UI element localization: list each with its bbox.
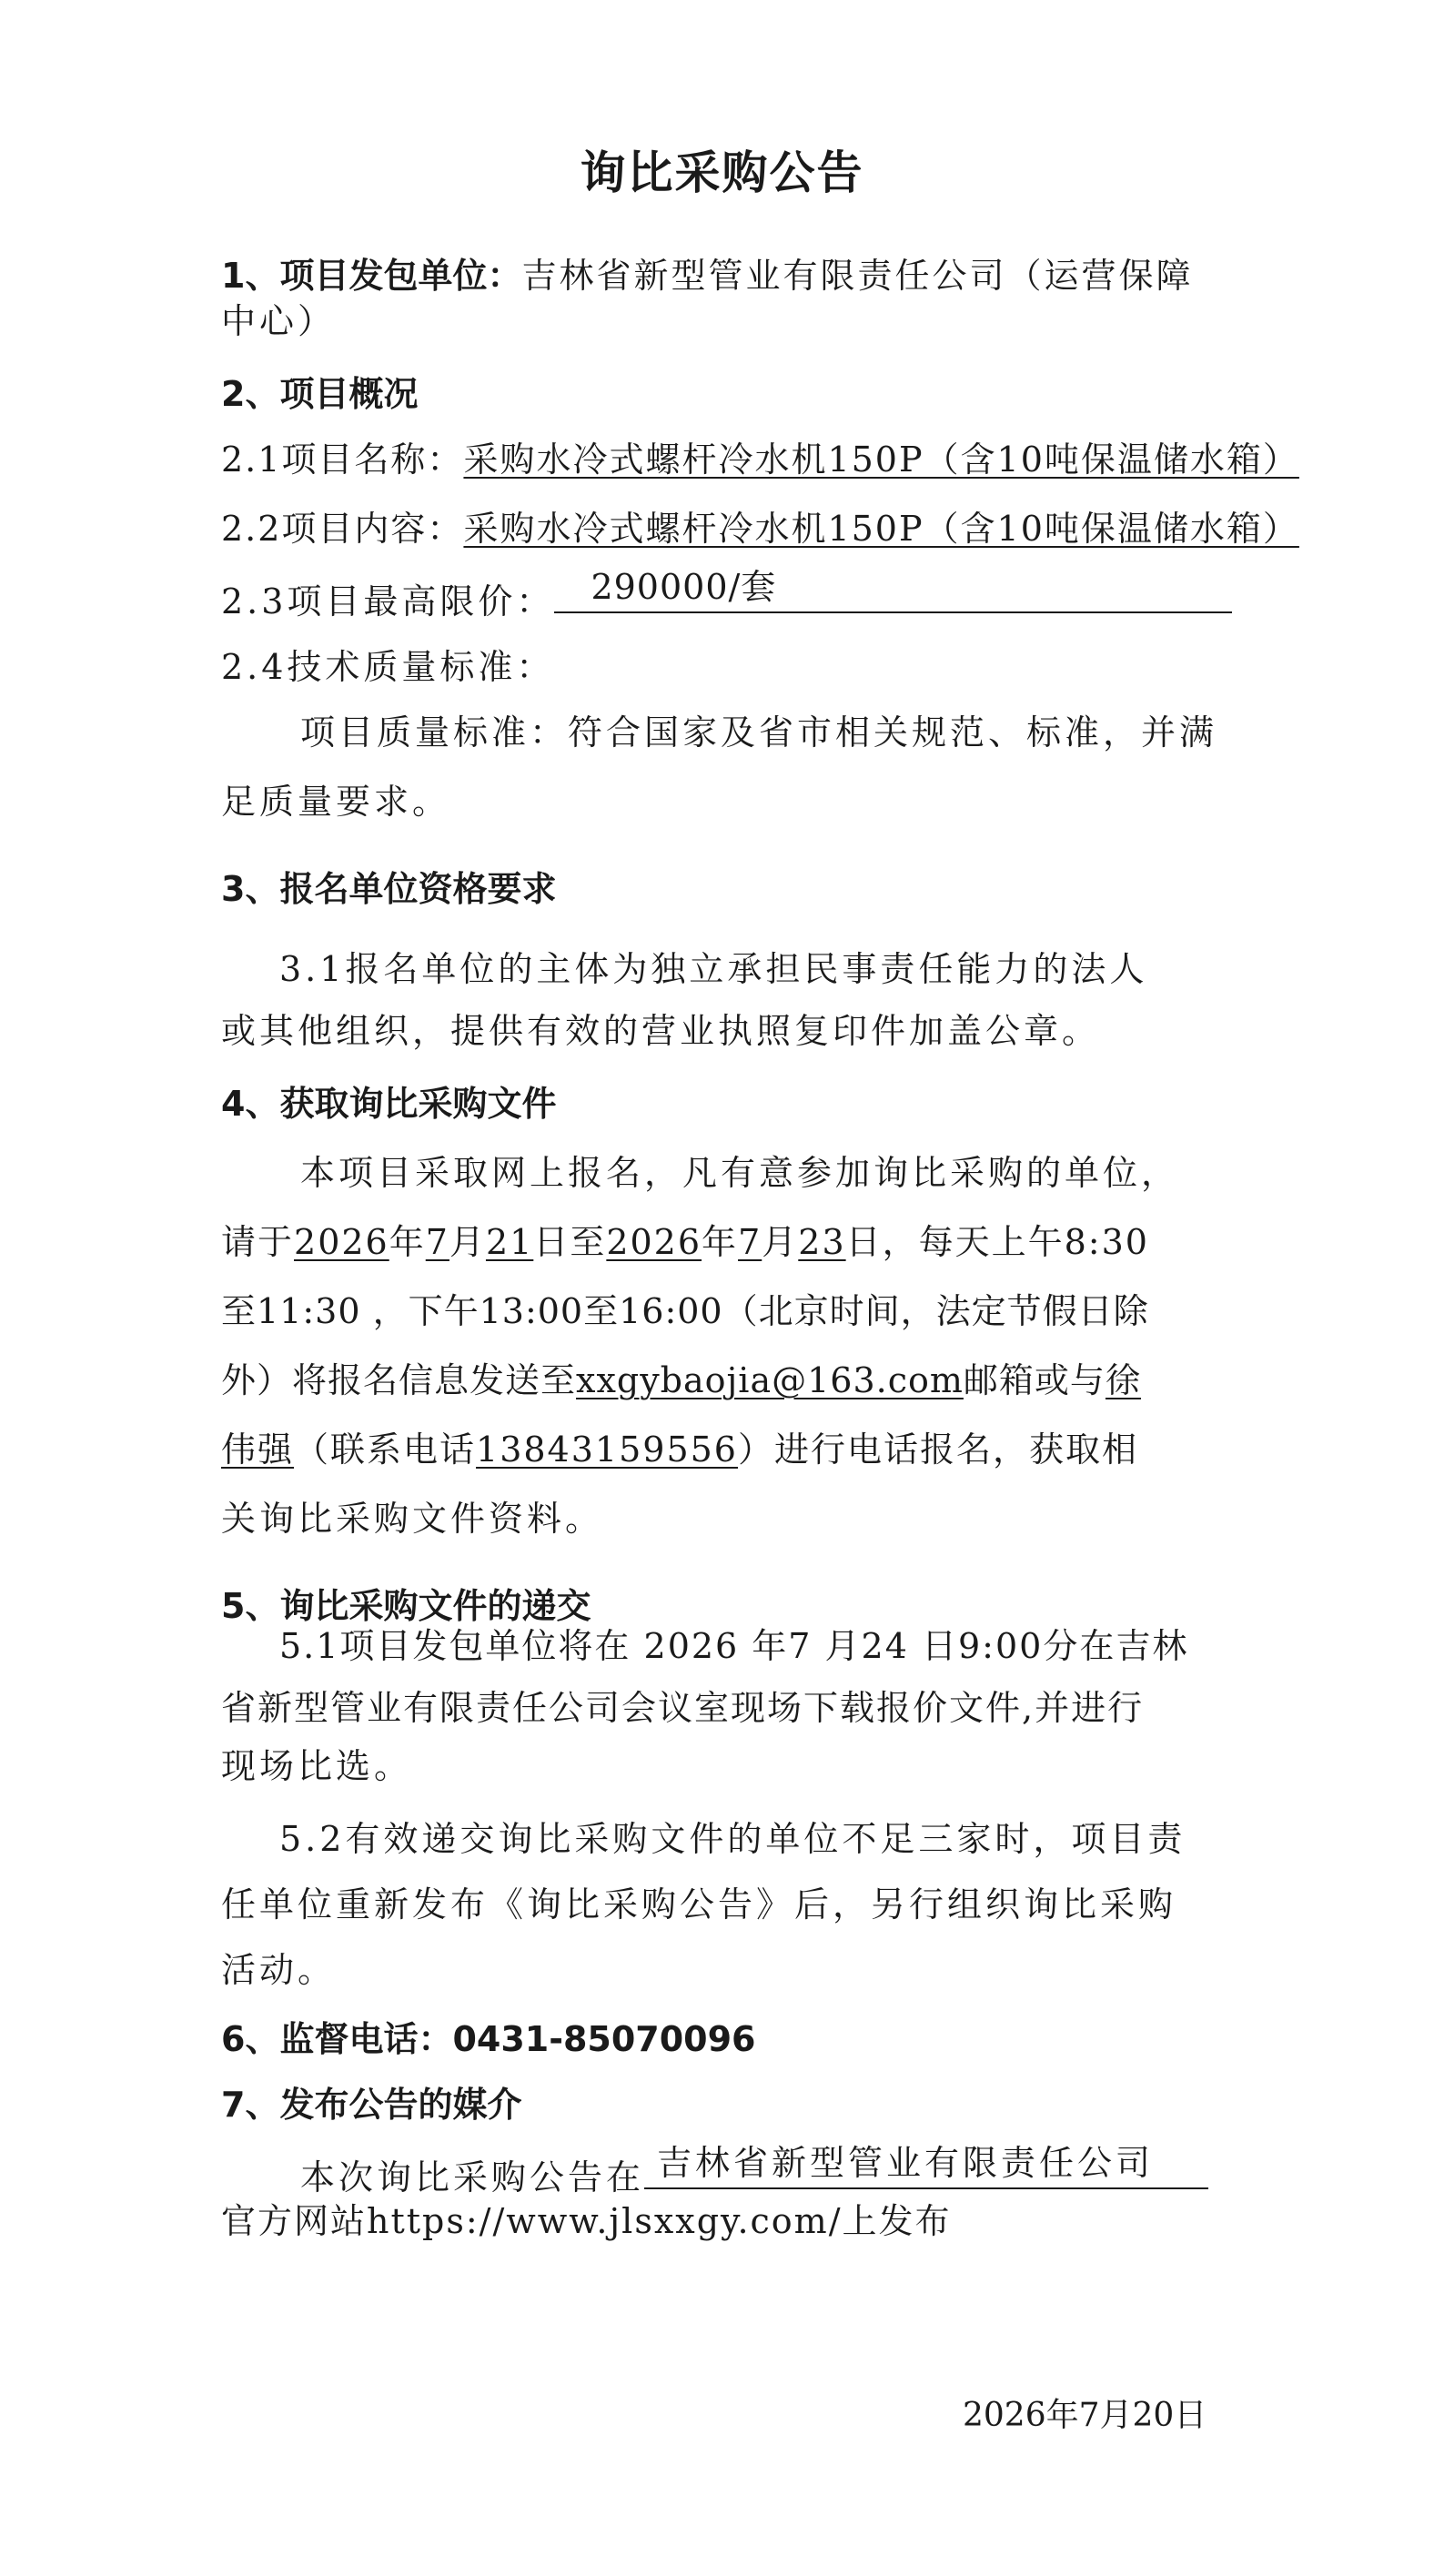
submission-p1-line-2: 省新型管业有限责任公司会议室现场下载报价文件,并进行 xyxy=(221,1688,1145,1728)
section-2-heading: 2、项目概况 xyxy=(221,374,419,414)
qualification-line-1: 3.1报名单位的主体为独立承担民事责任能力的法人 xyxy=(279,949,1148,989)
max-price-row xyxy=(221,567,1240,624)
media-line-1 xyxy=(300,2143,1319,2200)
text-publish-on: 本次询比采购公告在 xyxy=(300,2157,645,2197)
start-year: 2026 xyxy=(294,1222,389,1262)
submission-p1-line-3: 现场比选。 xyxy=(221,1746,413,1786)
project-content-value: 采购水冷式螺杆冷水机150P（含10吨保温储水箱） xyxy=(463,509,1299,549)
max-price-blank xyxy=(554,567,1232,613)
text-month: 月 xyxy=(449,1222,486,1262)
issuer-value-cont: 中心） xyxy=(221,301,337,341)
text-phone-label: （联系电话 xyxy=(294,1429,477,1470)
section-5-heading: 5、询比采购文件的递交 xyxy=(221,1586,591,1626)
text-daily-time: 日，每天上午8:30 xyxy=(845,1222,1149,1262)
text-send-to: 外）将报名信息发送至 xyxy=(221,1360,577,1400)
obtain-line-3: 至11:30 ，下午13:00至16:00（北京时间，法定节假日除 xyxy=(221,1291,1149,1331)
contact-name-rest: 伟强 xyxy=(221,1429,295,1470)
page-title: 询比采购公告 xyxy=(580,146,864,199)
project-name-row xyxy=(221,437,1299,482)
issuer-label: 1、项目发包单位： xyxy=(221,256,522,296)
end-day: 23 xyxy=(798,1222,846,1262)
submission-p1-line-1: 5.1项目发包单位将在 2026 年7 月24 日9:00分在吉林 xyxy=(279,1626,1189,1666)
max-price-label: 2.3项目最高限价： xyxy=(221,581,555,621)
quality-standard-line-2: 足质量要求。 xyxy=(221,782,451,822)
text-phone-register: ）进行电话报名，获取相 xyxy=(737,1429,1138,1470)
issuer-value: 吉林省新型管业有限责任公司（运营保障 xyxy=(521,256,1194,296)
media-blank xyxy=(644,2143,1208,2189)
quality-standard-label: 2.4技术质量标准： xyxy=(221,647,555,687)
project-name-label: 2.1项目名称： xyxy=(221,439,464,480)
contact-name-first: 徐 xyxy=(1105,1360,1141,1400)
project-content-row xyxy=(221,506,1299,551)
section-7-heading: 7、发布公告的媒介 xyxy=(221,2085,522,2125)
text-to: 日至 xyxy=(533,1222,607,1262)
contact-phone: 13843159556 xyxy=(476,1429,738,1470)
section-1-issuer xyxy=(221,253,1240,298)
text-year: 年 xyxy=(389,1222,426,1262)
submission-p2-line-2: 任单位重新发布《询比采购公告》后，另行组织询比采购 xyxy=(221,1884,1177,1924)
registration-email[interactable]: xxgybaojia@163.com xyxy=(576,1360,964,1400)
submission-p2-line-3: 活动。 xyxy=(221,1950,337,1990)
end-month: 7 xyxy=(738,1222,762,1262)
text-qingyu: 请于 xyxy=(221,1222,295,1262)
start-day: 21 xyxy=(485,1222,534,1262)
section-4-heading: 4、获取询比采购文件 xyxy=(221,1084,557,1124)
media-line-2: 官方网站https://www.jlsxxgy.com/上发布 xyxy=(221,2201,952,2241)
start-month: 7 xyxy=(425,1222,449,1262)
project-content-label: 2.2项目内容： xyxy=(221,509,464,549)
media-company-name: 吉林省新型管业有限责任公司 xyxy=(657,2143,1155,2183)
max-price-value: 290000/套 xyxy=(591,567,777,607)
section-3-heading: 3、报名单位资格要求 xyxy=(221,869,557,909)
project-name-value: 采购水冷式螺杆冷水机150P（含10吨保温储水箱） xyxy=(463,439,1299,480)
qualification-line-2: 或其他组织，提供有效的营业执照复印件加盖公章。 xyxy=(221,1011,1101,1051)
obtain-line-4 xyxy=(221,1358,1240,1403)
quality-standard-line-1: 项目质量标准：符合国家及省市相关规范、标准，并满 xyxy=(300,712,1218,753)
publish-date: 2026年7月20日 xyxy=(963,2397,1207,2434)
obtain-line-6: 关询比采购文件资料。 xyxy=(221,1499,604,1539)
text-month-2: 月 xyxy=(762,1222,799,1262)
text-mailbox-or: 邮箱或与 xyxy=(963,1360,1106,1400)
section-6-supervision-phone: 6、监督电话：0431-85070096 xyxy=(221,2019,756,2059)
obtain-line-1: 本项目采取网上报名，凡有意参加询比采购的单位， xyxy=(300,1153,1180,1193)
obtain-line-2 xyxy=(221,1219,1240,1265)
obtain-line-5 xyxy=(221,1427,1240,1472)
end-year: 2026 xyxy=(606,1222,702,1262)
submission-p2-line-1: 5.2有效递交询比采购文件的单位不足三家时，项目责 xyxy=(279,1819,1187,1859)
text-year-2: 年 xyxy=(702,1222,739,1262)
